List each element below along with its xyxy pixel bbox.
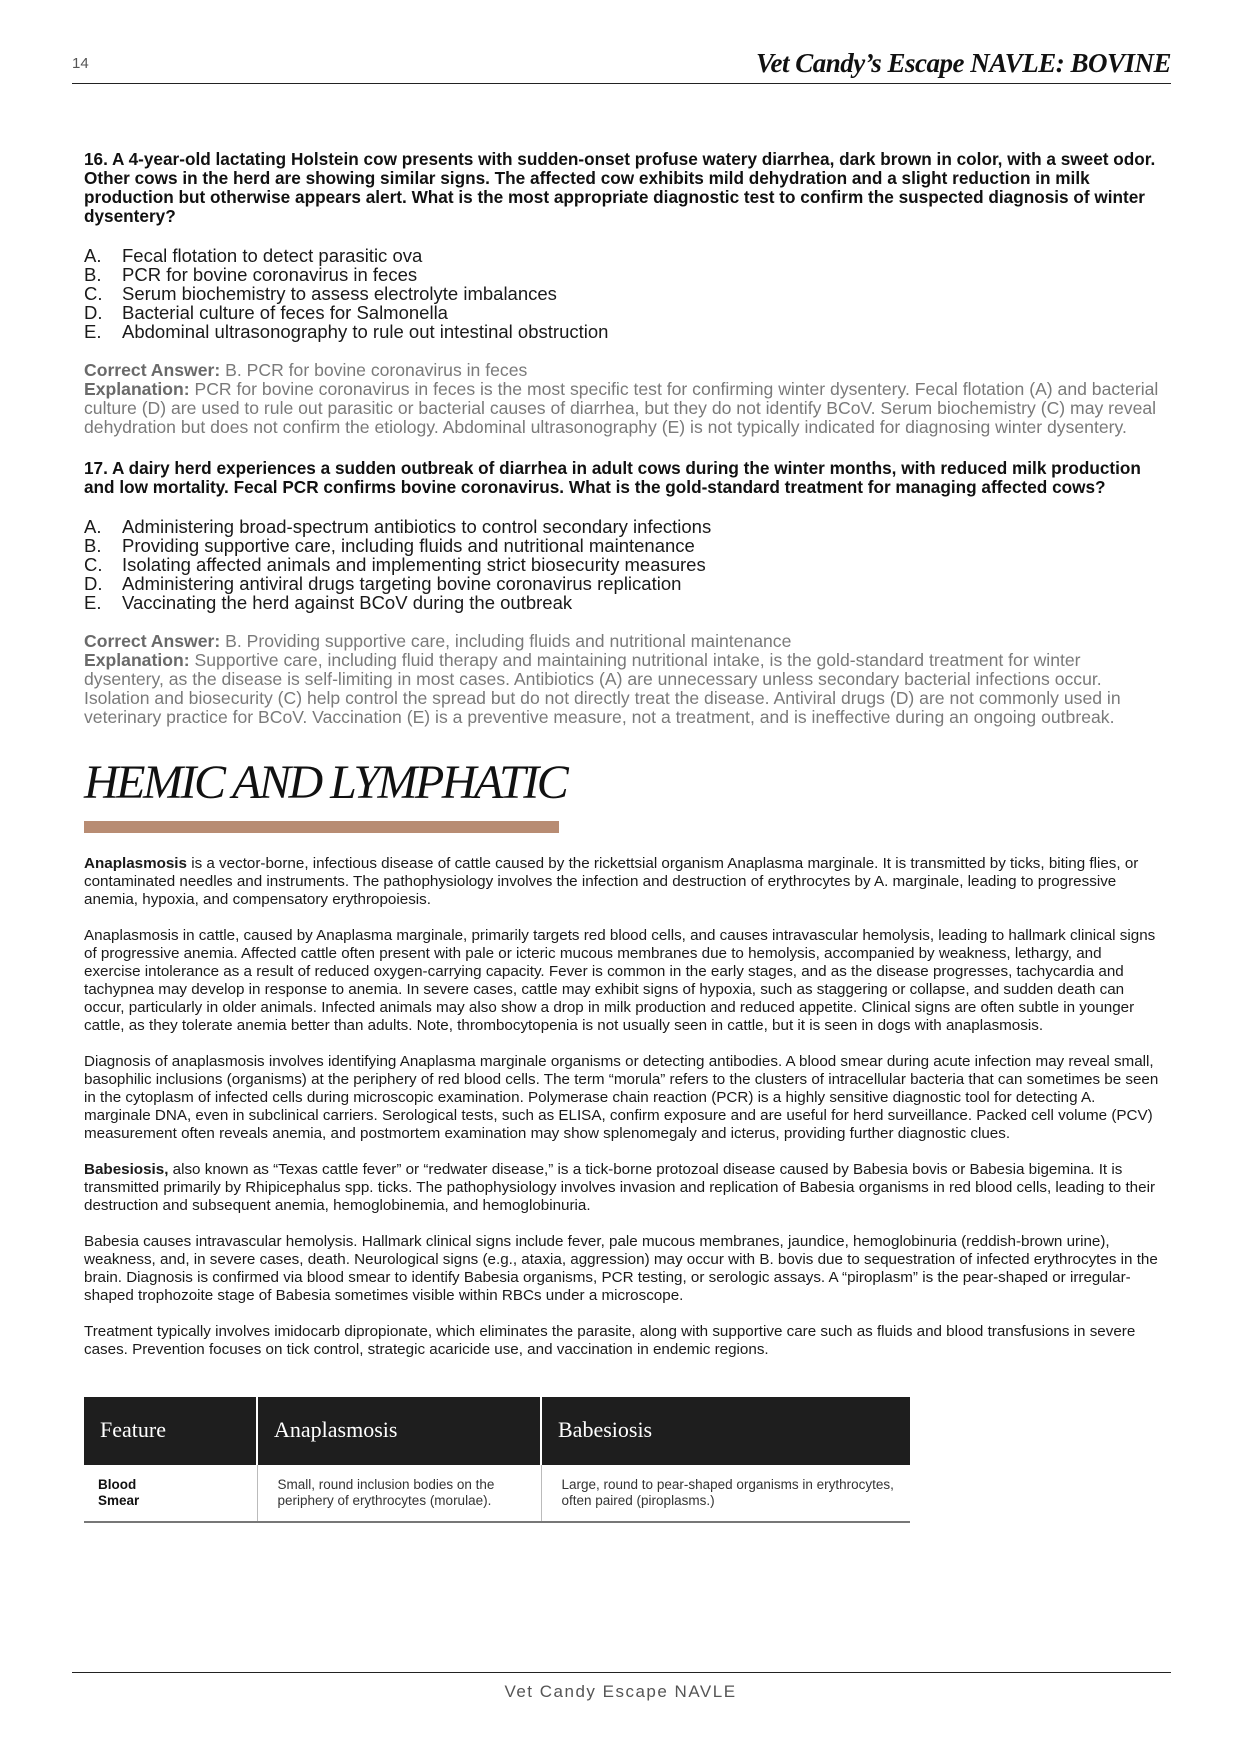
paragraph-text: Treatment typically involves imidocarb dipropionate, which eliminates the parasite, along with supportive care such as fluids and blood transfusions in severe cases. Prevention focuses on tick control, strategic acaricide use, and vaccination in endemic regions. (84, 1323, 1136, 1358)
option-letter: E. (84, 592, 102, 613)
feature-line: Smear (98, 1493, 140, 1508)
option-text: Providing supportive care, including fluids and nutritional maintenance (122, 535, 695, 556)
option-letter: A. (84, 245, 102, 266)
paragraph-text: Anaplasmosis in cattle, caused by Anaplasma marginale, primarily targets red blood cells, and causes intravascular hemolysis, leading to hallmark clinical signs of progressive anemia. Affected cattle often present with pale or icteric mucous membranes due to hemolysis, accompanied by weakness, lethargy, and exercise intolerance as a result of reduced oxygen-carrying capacity. Fever is common in the early stages, and as the disease progresses, tachycardia and tachypnea may develop in response to anemia. In severe cases, cattle may exhibit signs of hypoxia, such as staggering or collapse, and sudden death can occur, particularly in older animals. Infected animals may also show a drop in milk production and reduced appetite. Clinical signs are often subtle in younger cattle, as they tolerate anemia better than adults. Note, thrombocytopenia is not usually seen in cattle, but it is seen in dogs with anaplasmosis. (84, 927, 1156, 1034)
term-bold: Anaplasmosis (84, 855, 187, 872)
paragraph-text: Diagnosis of anaplasmosis involves identifying Anaplasma marginale organisms or detecting antibodies. A blood smear during acute infection may reveal small, basophilic inclusions (organisms) at the periphery of red blood cells. The term “morula” refers to the clusters of intracellular bacteria that can sometimes be seen in the cytoplasm of infected cells during microscopic examination. Polymerase chain reaction (PCR) is a highly sensitive diagnostic tool for detecting A. marginale DNA, even in subclinical carriers. Serological tests, such as ELISA, confirm exposure and are useful for herd surveillance. Packed cell volume (PCV) measurement often reveals anemia, and postmortem examination may show splenomegaly and icterus, providing further diagnostic clues. (84, 1053, 1159, 1142)
section-title: HEMIC AND LYMPHATIC (84, 756, 567, 809)
option-item (84, 593, 1159, 612)
table-header-row (84, 1397, 910, 1465)
option-item (84, 574, 1159, 593)
table-cell: Large, round to pear-shaped organisms in erythrocytes, often paired (piroplasms.) (541, 1465, 910, 1522)
option-text: Isolating affected animals and implementing strict biosecurity measures (122, 554, 706, 575)
answer-block (84, 361, 1159, 437)
table-header-cell: Babesiosis (541, 1397, 910, 1465)
option-item (84, 555, 1159, 574)
paragraph-text: also known as “Texas cattle fever” or “redwater disease,” is a tick-borne protozoal disease caused by Babesia bovis or Babesia bigemina. It is transmitted primarily by Rhipicephalus spp. ticks. The pathophysiology involves invasion and replication of Babesia organisms in red blood cells, leading to their destruction and subsequent anemia, hemoglobinemia, and hemoglobinuria. (84, 1161, 1156, 1214)
body-paragraph (84, 855, 1159, 909)
option-letter: A. (84, 516, 102, 537)
body-paragraph (84, 927, 1159, 1035)
question-text: 16. A 4-year-old lactating Holstein cow presents with sudden-onset profuse watery diarrhea, dark brown in color, with a sweet odor. Other cows in the herd are showing similar signs. The affected cow exhibits mild dehydration and a slight reduction in milk production but otherwise appears alert. What is the most appropriate diagnostic test to confirm the suspected diagnosis of winter dysentery? (84, 149, 1156, 226)
option-item (84, 303, 1159, 322)
table-header-cell: Feature (84, 1397, 257, 1465)
body-paragraph (84, 1053, 1159, 1143)
explanation-text: Supportive care, including fluid therapy and maintaining nutritional intake, is the gold-standard treatment for winter dysentery, as the disease is self-limiting in most cases. Antibiotics (A) are unnecessary unless secondary bacterial infections occur. Isolation and biosecurity (C) help control the spread but do not directly treat the disease. Antiviral drugs (D) are not commonly used in veterinary practice for BCoV. Vaccination (E) is a preventive measure, not a treatment, and is ineffective during an ongoing outbreak. (84, 650, 1121, 727)
option-item (84, 246, 1159, 265)
option-text: Bacterial culture of feces for Salmonella (122, 302, 448, 323)
option-text: Fecal flotation to detect parasitic ova (122, 245, 423, 266)
footer-rule (72, 1672, 1171, 1673)
option-letter: E. (84, 321, 102, 342)
paragraph-text: is a vector-borne, infectious disease of cattle caused by the rickettsial organism Anaplasma marginale. It is transmitted by ticks, biting flies, or contaminated needles and instruments. The pathophysiology involves the infection and destruction of erythrocytes by A. marginale, leading to progressive anemia, hypoxia, and compensatory erythropoiesis. (84, 855, 1139, 908)
option-item (84, 265, 1159, 284)
correct-answer-text: B. Providing supportive care, including fluids and nutritional maintenance (225, 631, 792, 651)
comparison-table (84, 1397, 910, 1523)
option-text: Vaccinating the herd against BCoV during the outbreak (122, 592, 573, 613)
explanation-label: Explanation: (84, 379, 190, 399)
table-cell: Small, round inclusion bodies on the periphery of erythrocytes (morulae). (257, 1465, 541, 1522)
options-list (84, 246, 1159, 341)
body-paragraph (84, 1233, 1159, 1305)
correct-answer-label: Correct Answer: (84, 631, 221, 651)
options-list (84, 517, 1159, 612)
question-block (84, 459, 1159, 727)
table-header-cell: Anaplasmosis (257, 1397, 541, 1465)
term-bold: Babesiosis, (84, 1161, 169, 1178)
option-item (84, 284, 1159, 303)
paragraph-text: Babesia causes intravascular hemolysis. Hallmark clinical signs include fever, pale mucous membranes, jaundice, hemoglobinuria (reddish-brown urine), weakness, and, in severe cases, death. Neurological signs (e.g., ataxia, aggression) may occur with B. bovis due to sequestration of infected erythrocytes in the brain. Diagnosis is confirmed via blood smear to identify Babesia organisms, PCR testing, or serologic assays. A “piroplasm” is the pear-shaped or irregular-shaped trophozoite stage of Babesia sometimes visible within RBCs under a microscope. (84, 1233, 1158, 1304)
option-letter: C. (84, 283, 103, 304)
footer-text: Vet Candy Escape NAVLE (504, 1682, 737, 1701)
option-letter: C. (84, 554, 103, 575)
header-rule (72, 83, 1171, 84)
correct-answer-text: B. PCR for bovine coronavirus in feces (225, 360, 528, 380)
running-title: Vet Candy’s Escape NAVLE: BOVINE (755, 48, 1171, 78)
feature-line: Blood (98, 1477, 137, 1492)
body-paragraph (84, 1323, 1159, 1359)
explanation-label: Explanation: (84, 650, 190, 670)
option-text: Administering broad-spectrum antibiotics to control secondary infections (122, 516, 712, 537)
correct-answer-label: Correct Answer: (84, 360, 221, 380)
body-paragraph (84, 1161, 1159, 1215)
section-accent-bar (84, 821, 559, 833)
page-content (84, 150, 1159, 1523)
option-text: PCR for bovine coronavirus in feces (122, 264, 418, 285)
option-text: Administering antiviral drugs targeting bovine coronavirus replication (122, 573, 682, 594)
answer-block (84, 632, 1159, 727)
question-text: 17. A dairy herd experiences a sudden outbreak of diarrhea in adult cows during the winter months, with reduced milk production and low mortality. Fecal PCR confirms bovine coronavirus. What is the gold-standard treatment for managing affected cows? (84, 458, 1141, 497)
explanation-text: PCR for bovine coronavirus in feces is the most specific test for confirming winter dysentery. Fecal flotation (A) and bacterial culture (D) are used to rule out parasitic or bacterial causes of diarrhea, but they do not identify BCoV. Serum biochemistry (C) may reveal dehydration but does not confirm the etiology. Abdominal ultrasonography (E) is not typically indicated for diagnosing winter dysentery. (84, 379, 1159, 437)
option-letter: B. (84, 264, 102, 285)
option-item (84, 322, 1159, 341)
option-text: Serum biochemistry to assess electrolyte imbalances (122, 283, 557, 304)
question-block (84, 150, 1159, 437)
page-number: 14 (72, 55, 89, 72)
option-text: Abdominal ultrasonography to rule out intestinal obstruction (122, 321, 609, 342)
option-letter: B. (84, 535, 102, 556)
table-cell-feature (84, 1465, 257, 1522)
option-letter: D. (84, 302, 103, 323)
option-item (84, 517, 1159, 536)
table-row (84, 1465, 910, 1522)
option-item (84, 536, 1159, 555)
option-letter: D. (84, 573, 103, 594)
